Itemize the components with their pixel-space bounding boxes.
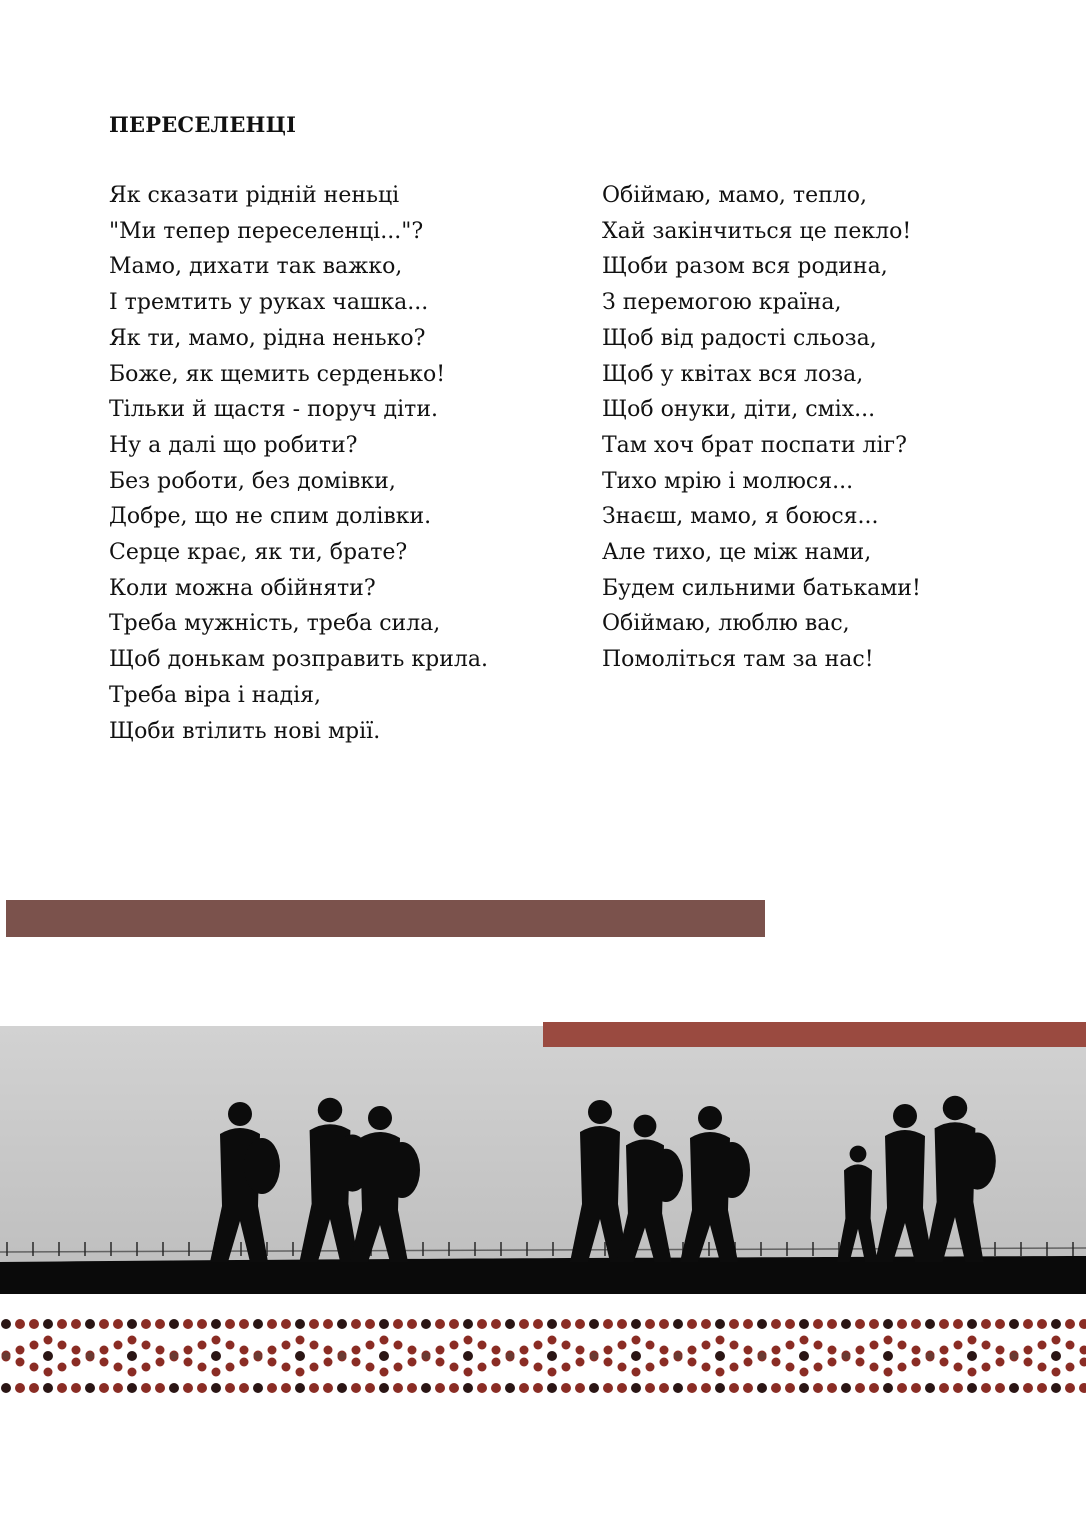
poem-column-right	[602, 178, 921, 678]
decorative-bar-top	[6, 900, 765, 937]
poem-line: Помоліться там за нас!	[602, 647, 874, 673]
poem-line: Боже, як щемить серденько!	[109, 361, 446, 387]
refugees-silhouette-photo	[0, 1026, 1086, 1294]
poem-line: Як ти, мамо, рідна ненько?	[109, 325, 426, 351]
poem-column-left	[109, 178, 488, 749]
poem-line: Щоб у квітах вся лоза,	[602, 361, 864, 387]
decorative-bar-photo	[543, 1022, 1086, 1047]
poem-line: Щоб донькам розправить крила.	[109, 647, 488, 673]
poem-line: Щоб від радості сльоза,	[602, 325, 877, 351]
poem-title: ПЕРЕСЕЛЕНЦІ	[109, 112, 297, 137]
poem-line: Добре, що не спим долівки.	[109, 504, 432, 530]
poem-line: Будем сильними батьками!	[602, 575, 921, 601]
poem-line: Знаєш, мамо, я боюся...	[602, 504, 879, 530]
poem-line: Ну а далі що робити?	[109, 432, 358, 458]
poem-line: І тремтить у руках чашка...	[109, 290, 429, 316]
poem-line: Але тихо, це між нами,	[602, 540, 872, 566]
poem-line: Без роботи, без домівки,	[109, 468, 396, 494]
poem-line: Тихо мрію і молюся...	[602, 468, 854, 494]
poem-line: Обіймаю, мамо, тепло,	[602, 183, 867, 208]
poem-line: Обіймаю, люблю вас,	[602, 611, 850, 637]
poem-line: Тільки й щастя - поруч діти.	[109, 397, 438, 423]
poem-line: Треба віра і надія,	[109, 682, 322, 708]
poem-line: Щоби втілить нові мрії.	[109, 718, 381, 744]
poem-line: Мамо, дихати так важко,	[109, 254, 403, 280]
poem-line: Коли можна обійняти?	[109, 575, 376, 601]
poem-line: З перемогою країна,	[602, 290, 842, 316]
poem-line: Як сказати рідній неньці	[109, 183, 400, 208]
poem-line: Серце крає, як ти, брате?	[109, 540, 408, 566]
poem-line: Треба мужність, треба сила,	[109, 611, 441, 637]
poem-line: Щоб онуки, діти, сміх...	[602, 397, 876, 423]
poem-line: "Ми тепер переселенці..."?	[109, 218, 424, 244]
poem-line: Хай закінчиться це пекло!	[602, 218, 912, 244]
poem-line: Щоби разом вся родина,	[602, 254, 888, 280]
embroidery-ornament	[0, 1318, 1086, 1394]
poem-line: Там хоч брат поспати ліг?	[602, 432, 907, 458]
